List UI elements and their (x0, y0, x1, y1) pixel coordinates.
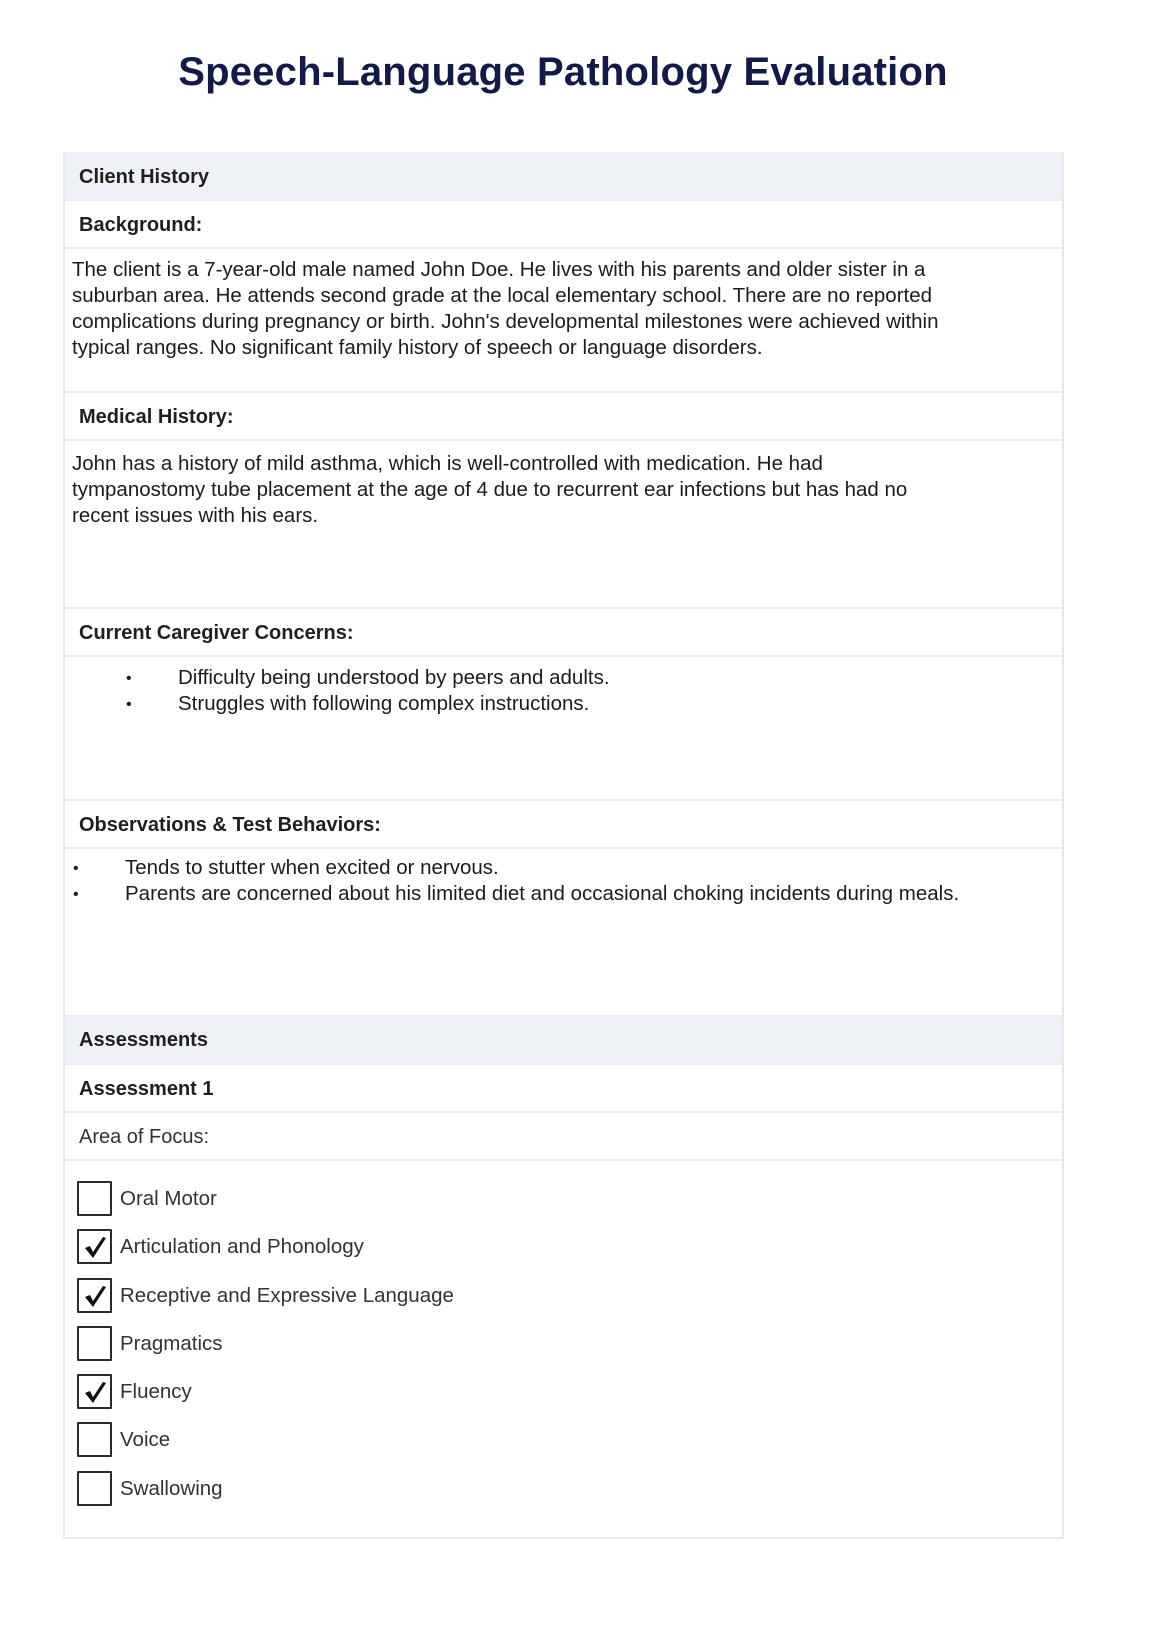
area-of-focus-label: Area of Focus: (79, 1126, 210, 1148)
medical-history-text (72, 451, 1047, 529)
caregiver-concerns-field[interactable] (65, 657, 1062, 801)
list-item-text: Difficulty being understood by peers and adults. (178, 666, 610, 689)
text-line: John has a history of mild asthma, which is well-controlled with medication. He had (72, 452, 823, 475)
observations-list (73, 855, 959, 907)
text-line: typical ranges. No significant family history of speech or language disorders. (72, 336, 763, 359)
list-item (73, 881, 959, 907)
field-label-row-observations (65, 801, 1062, 849)
checkbox-checked-icon[interactable] (77, 1278, 112, 1313)
checkbox-unchecked-icon[interactable] (77, 1326, 112, 1361)
medical-history-label: Medical History: (79, 406, 234, 428)
checkbox-unchecked-icon[interactable] (77, 1422, 112, 1457)
observations-label: Observations & Test Behaviors: (79, 814, 381, 836)
checkmark-icon (82, 1283, 108, 1309)
assessment-1-title-row (65, 1065, 1062, 1113)
text-line: complications during pregnancy or birth. John's developmental milestones were achieved within (72, 310, 939, 333)
section-header-client-history (65, 153, 1062, 201)
checkmark-icon (82, 1234, 108, 1260)
section-title: Assessments (79, 1029, 208, 1051)
text-line: tympanostomy tube placement at the age of 4 due to recurrent ear infections but has had no (72, 478, 908, 501)
checkbox-unchecked-icon[interactable] (77, 1471, 112, 1506)
checkbox-unchecked-icon[interactable] (77, 1181, 112, 1216)
evaluation-form (63, 152, 1064, 1539)
checkbox-label: Pragmatics (120, 1331, 223, 1355)
checkmark-icon (82, 1379, 108, 1405)
checkbox-checked-icon[interactable] (77, 1374, 112, 1409)
caregiver-concerns-list (126, 665, 610, 717)
checkbox-label: Voice (120, 1428, 171, 1452)
checkbox-label: Receptive and Expressive Language (120, 1283, 454, 1307)
text-line: The client is a 7-year-old male named John Doe. He lives with his parents and older sister in a (72, 258, 926, 281)
background-label: Background: (79, 214, 203, 236)
list-item-text: Parents are concerned about his limited diet and occasional choking incidents during meals. (125, 882, 960, 905)
list-item (73, 855, 959, 881)
field-label-row-background (65, 201, 1062, 249)
checkbox-checked-icon[interactable] (77, 1229, 112, 1264)
page-title: Speech-Language Pathology Evaluation (178, 50, 948, 94)
text-line: suburban area. He attends second grade at the local elementary school. There are no reported (72, 284, 933, 307)
section-title: Client History (79, 166, 210, 188)
list-item-text: Tends to stutter when excited or nervous. (125, 856, 499, 879)
caregiver-concerns-label: Current Caregiver Concerns: (79, 622, 354, 644)
bullet-icon: • (73, 860, 79, 877)
checkbox-label: Fluency (120, 1380, 192, 1404)
observations-field[interactable] (65, 849, 1062, 1017)
field-label-row-medical-history (65, 393, 1062, 441)
text-line: recent issues with his ears. (72, 504, 319, 527)
field-label-row-caregiver-concerns (65, 609, 1062, 657)
medical-history-field[interactable] (65, 441, 1062, 609)
area-of-focus-row (65, 1113, 1062, 1161)
background-field[interactable] (65, 249, 1062, 393)
checkbox-label: Articulation and Phonology (120, 1235, 364, 1259)
checkbox-label: Swallowing (120, 1476, 223, 1500)
checkbox-label: Oral Motor (120, 1187, 217, 1210)
list-item (126, 691, 610, 717)
bullet-icon: • (73, 886, 79, 903)
background-text (72, 257, 1047, 361)
list-item-text: Struggles with following complex instructions. (178, 692, 590, 715)
list-item (126, 665, 610, 691)
bullet-icon: • (126, 670, 132, 687)
section-header-assessments (65, 1017, 1062, 1065)
bullet-icon: • (126, 696, 132, 713)
assessment-1-title: Assessment 1 (79, 1078, 214, 1100)
